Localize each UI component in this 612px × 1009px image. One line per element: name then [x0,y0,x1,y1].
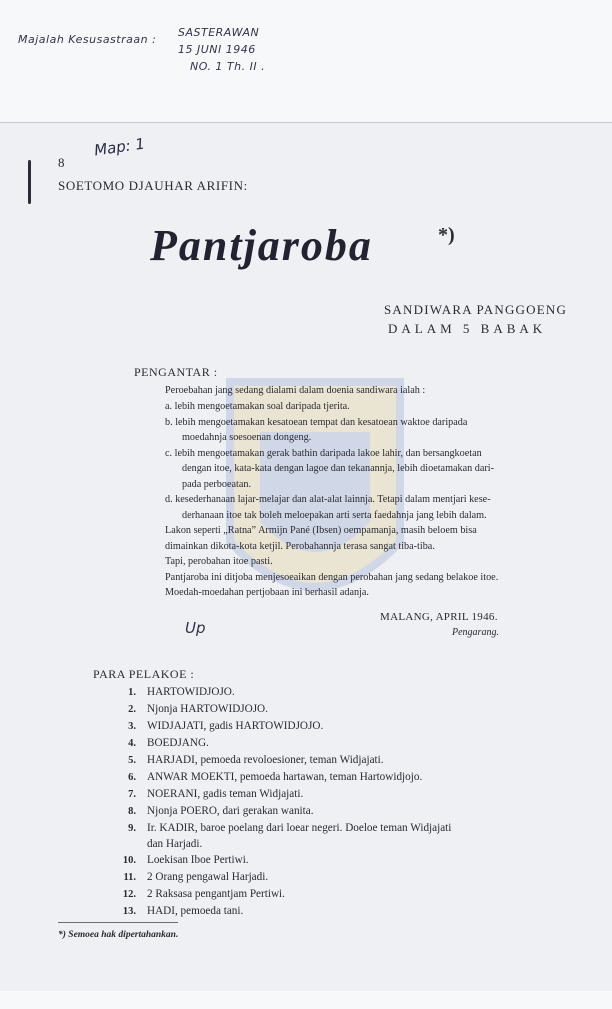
intro-line: c. lebih mengoetamakan gerak bathin daripada lakoe lahir, dan bersangkoetan [165,448,482,459]
cast-item: HARJADI, pemoeda revoloesioner, teman Widjajati. [147,754,384,766]
cast-item: HADI, pemoeda tani. [147,905,244,917]
cast-heading: PARA PELAKOE : [93,667,195,681]
intro-line: Tapi, perobahan itoe pasti. [165,556,273,567]
intro-line: Pantjaroba ini ditjoba menjesoeaikan dengan perobahan jang sedang belakoe itoe. [165,572,499,583]
handwritten-initials: Up [185,619,206,637]
intro-heading: PENGANTAR : [134,365,218,379]
title-footnote-mark: *) [438,224,455,246]
cast-item: 2 Orang pengawal Harjadi. [147,871,269,883]
note-line-publication: SASTERAWAN [178,26,260,39]
note-line-issue: NO. 1 Th. II . [190,60,266,73]
subtitle-acts: DALAM 5 BABAK [388,321,547,336]
cast-number: 5. [128,755,136,766]
intro-line: derhanaan itoe tak boleh meloepakan arti serta faedahnja jang lebih dalam. [182,510,487,521]
cast-number: 7. [128,789,136,800]
cast-number: 6. [128,772,136,783]
cast-number: 3. [128,721,136,732]
cast-number: 2. [128,704,136,715]
cast-number: 10. [122,855,136,866]
place-date: MALANG, APRIL 1946. [380,611,498,623]
intro-line: dengan itoe, kata-kata dengan lagoe dan tekanannja, lebih dioetamakan dari- [182,463,494,474]
intro-line: Lakon seperti „Ratna” Armijn Pané (Ibsen) oempamanja, masih beloem bisa [165,525,477,536]
signer: Pengarang. [452,627,499,638]
cast-item: Ir. KADIR, baroe poelang dari loear negeri. Doeloe teman Widjajati [147,822,452,834]
cast-number: 9. [128,823,136,834]
page-number: 8 [58,155,65,170]
intro-line: Peroebahan jang sedang dialami dalam doenia sandiwara ialah : [165,385,426,396]
intro-line: b. lebih mengoetamakan kesatoean tempat dan kesatoean waktoe daripada [165,417,468,428]
intro-line: moedahnja soesoenan dongeng. [182,432,312,443]
cast-number: 11. [123,872,136,883]
footnote: *) Semoea hak dipertahankan. [58,930,179,940]
handwritten-map-note: Map: 1 [92,134,147,160]
margin-bracket-mark [28,160,31,204]
author-name: SOETOMO DJAUHAR ARIFIN: [58,178,248,193]
intro-line: Moedah-moedahan pertjobaan ini berhasil adanja. [165,587,369,598]
handwritten-source-note: Majalah Kesusastraan : [18,33,157,46]
handwritten-date-note [178,24,265,75]
intro-line: a. lebih mengoetamakan soal daripada tjerita. [165,401,350,412]
cast-item: ANWAR MOEKTI, pemoeda hartawan, teman Hartowidjojo. [147,771,423,783]
cast-item: BOEDJANG. [147,737,209,749]
cast-number: 8. [128,806,136,817]
cast-item: Njonja HARTOWIDJOJO. [147,703,268,715]
intro-line: dimainkan dikota-kota ketjil. Perobahannja terasa sangat tiba-tiba. [165,541,435,552]
cast-item-continuation: dan Harjadi. [147,838,203,850]
cast-item: Njonja POERO, dari gerakan wanita. [147,805,314,817]
play-title: Pantjaroba [150,221,373,270]
intro-line: pada perboeatan. [182,479,252,490]
cast-item: NOERANI, gadis teman Widjajati. [147,788,304,800]
cast-item: Loekisan Iboe Pertiwi. [147,854,249,866]
cast-number: 13. [122,906,136,917]
subtitle-genre: SANDIWARA PANGGOENG [384,302,568,317]
intro-line: d. kesederhanaan lajar-melajar dan alat-alat lainnja. Tetapi dalam mentjari kese- [165,494,491,505]
note-line-date: 15 JUNI 1946 [178,43,256,56]
cast-number: 1. [128,687,136,698]
cast-item: HARTOWIDJOJO. [147,686,235,698]
cast-number: 4. [128,738,136,749]
footnote-rule [58,922,178,923]
cast-number: 12. [122,889,136,900]
cast-item: 2 Raksasa pengantjam Pertiwi. [147,888,285,900]
cast-item: WIDJAJATI, gadis HARTOWIDJOJO. [147,720,324,732]
